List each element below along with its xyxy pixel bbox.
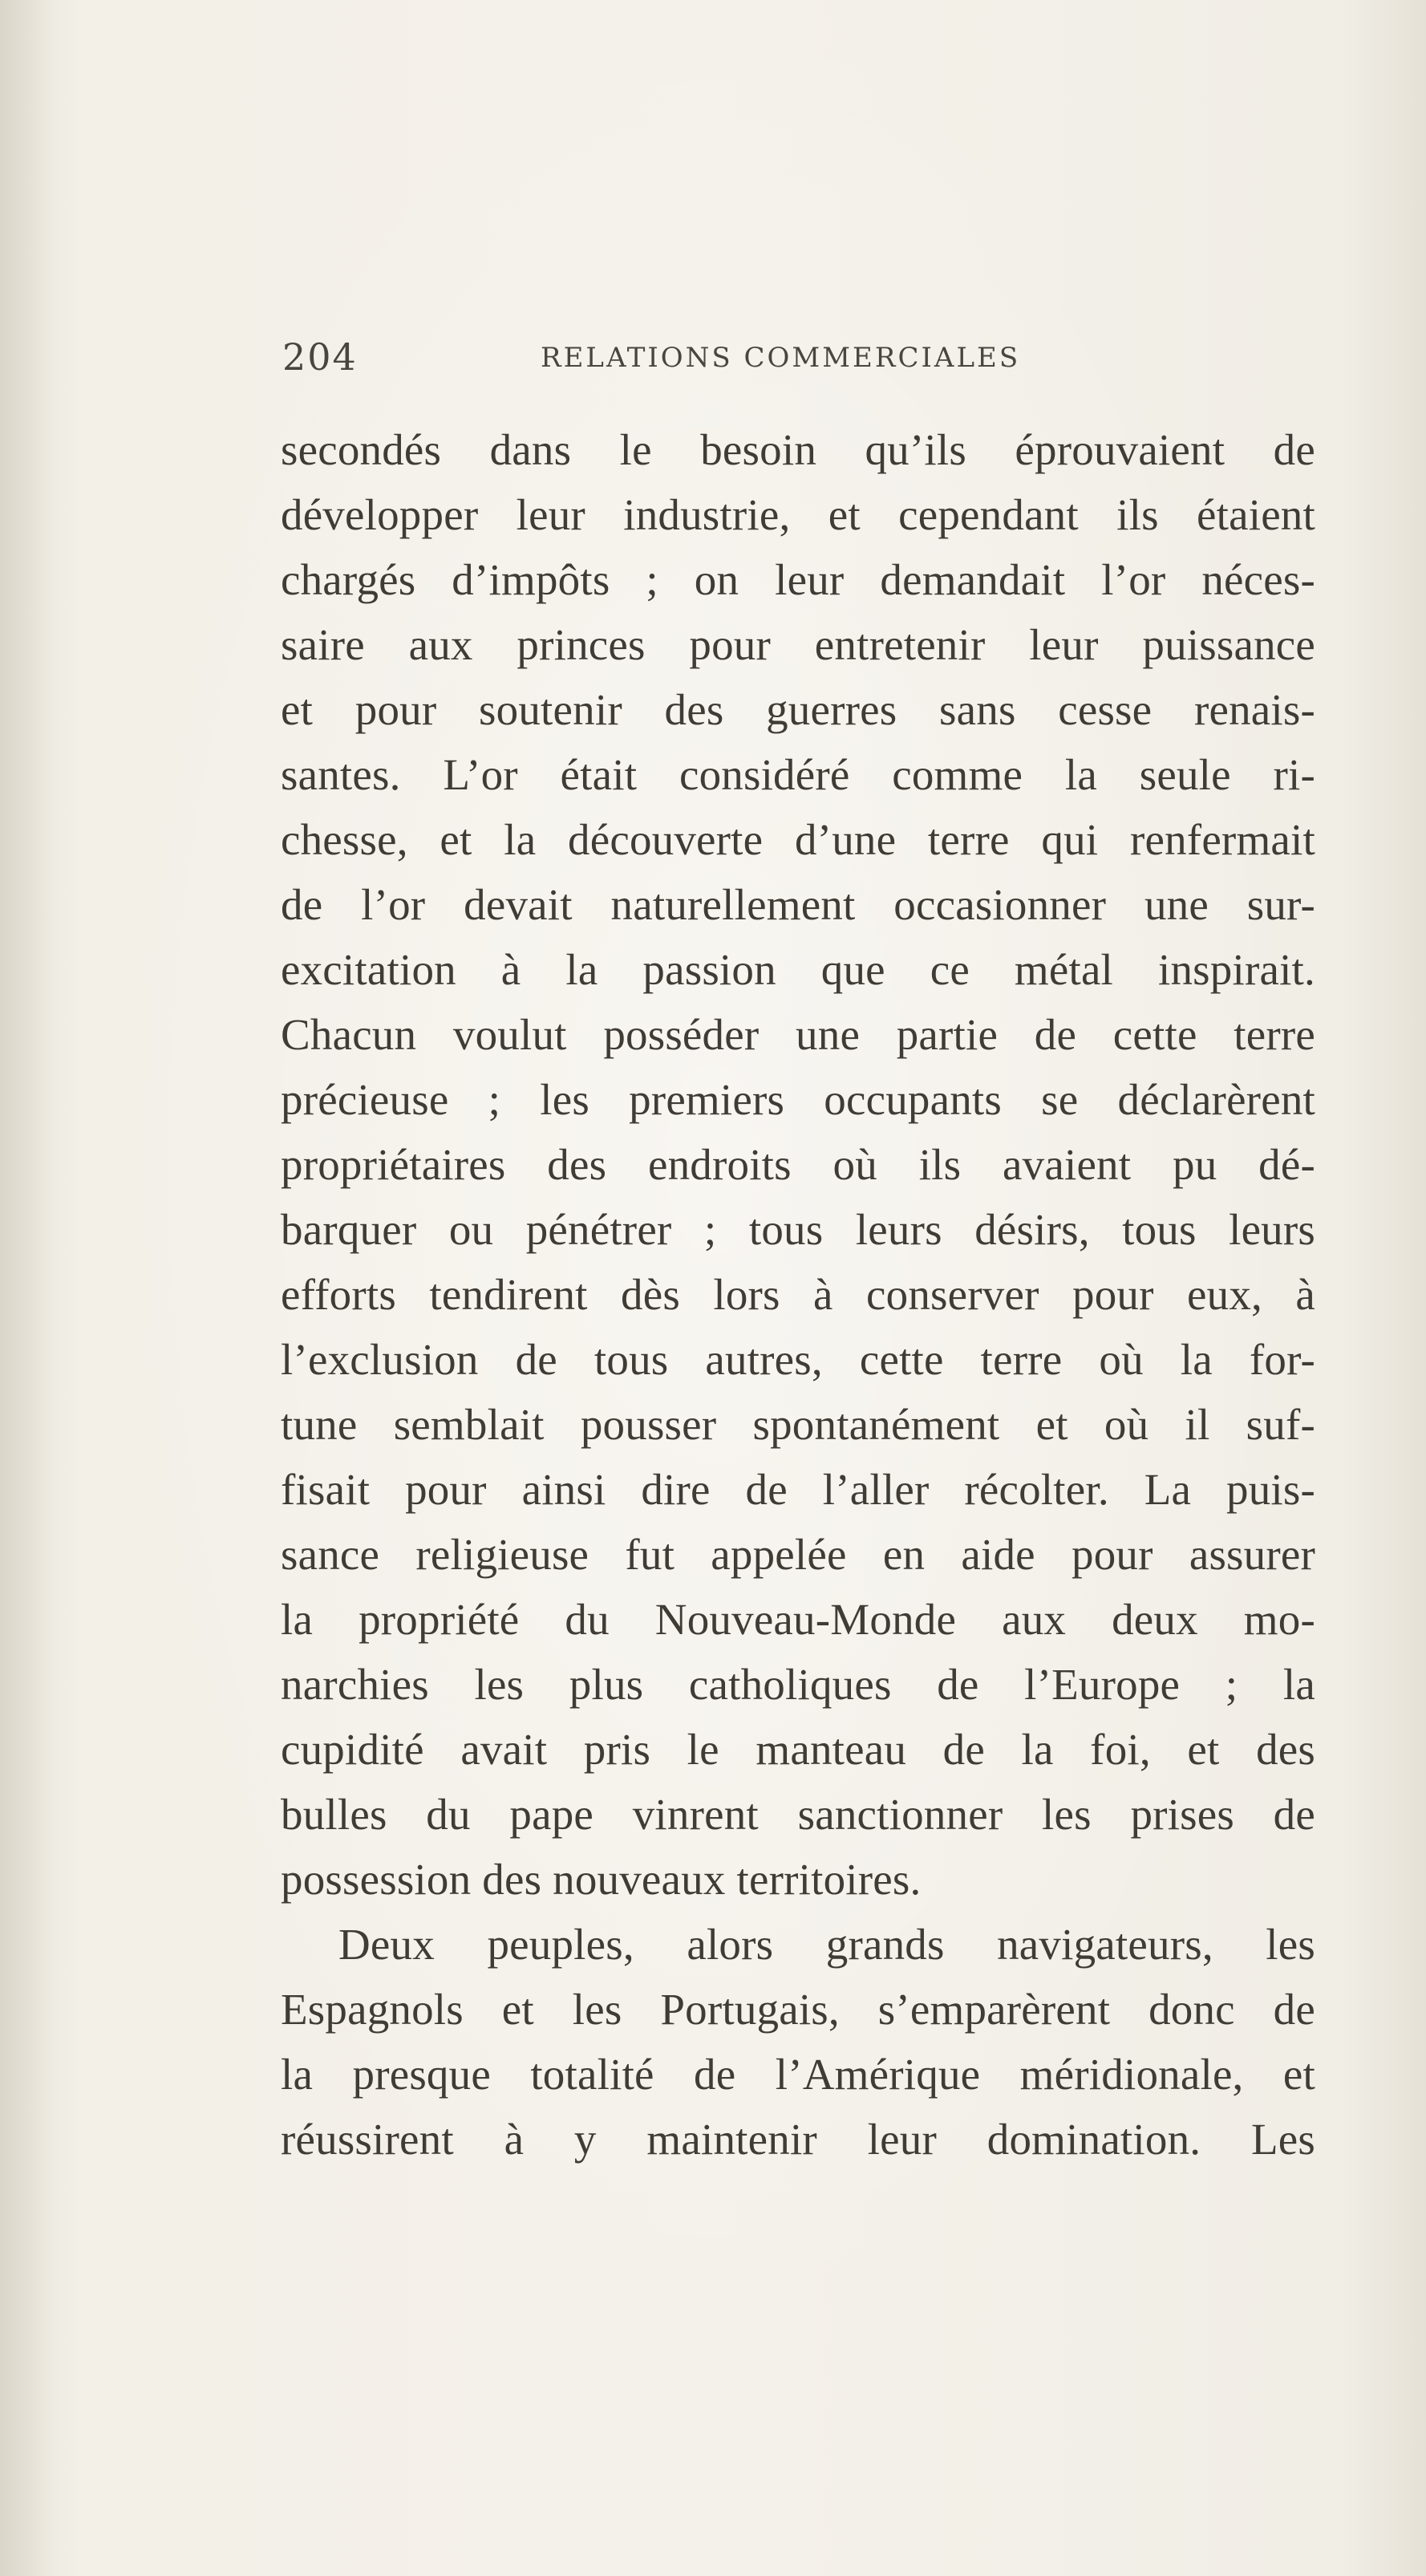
text-line: la presque totalité de l’Amérique méridionale, et bbox=[281, 2050, 1315, 2099]
text-line: Chacun voulut posséder une partie de cette terre bbox=[281, 1010, 1315, 1059]
text-line: l’exclusion de tous autres, cette terre où la for- bbox=[281, 1335, 1315, 1384]
text-line: de l’or devait naturellement occasionner une sur- bbox=[281, 880, 1315, 929]
text-line: bulles du pape vinrent sanctionner les prises de bbox=[281, 1790, 1315, 1839]
running-title: RELATIONS COMMERCIALES bbox=[541, 342, 1021, 374]
text-line: Deux peuples, alors grands navigateurs, les bbox=[338, 1920, 1315, 1969]
text-line: et pour soutenir des guerres sans cesse renais- bbox=[281, 685, 1315, 734]
text-line: Espagnols et les Portugais, s’emparèrent donc de bbox=[281, 1985, 1315, 2034]
text-line: santes. L’or était considéré comme la seule ri- bbox=[281, 750, 1315, 799]
text-line: développer leur industrie, et cependant ils étaient bbox=[281, 490, 1315, 539]
body-text bbox=[281, 417, 1315, 2172]
text-line: la propriété du Nouveau-Monde aux deux mo- bbox=[281, 1595, 1315, 1644]
text-line: réussirent à y maintenir leur domination. Les bbox=[281, 2115, 1315, 2164]
page-number: 204 bbox=[282, 335, 358, 379]
text-line: barquer ou pénétrer ; tous leurs désirs, tous leurs bbox=[281, 1205, 1315, 1254]
text-line: possession des nouveaux territoires. bbox=[281, 1855, 922, 1904]
text-line: sance religieuse fut appelée en aide pour assurer bbox=[281, 1530, 1315, 1579]
text-line: précieuse ; les premiers occupants se déclarèrent bbox=[281, 1075, 1315, 1124]
page-fold-shadow bbox=[0, 0, 56, 2576]
text-line: propriétaires des endroits où ils avaient pu dé- bbox=[281, 1140, 1315, 1189]
text-line: efforts tendirent dès lors à conserver pour eux, à bbox=[281, 1270, 1315, 1319]
text-line: fisait pour ainsi dire de l’aller récolter. La puis- bbox=[281, 1465, 1315, 1514]
text-line: chesse, et la découverte d’une terre qui renfermait bbox=[281, 815, 1315, 864]
text-line: saire aux princes pour entretenir leur puissance bbox=[281, 620, 1315, 669]
running-head bbox=[282, 335, 1309, 383]
text-line: narchies les plus catholiques de l’Europe ; la bbox=[281, 1660, 1315, 1709]
text-line: excitation à la passion que ce métal inspirait. bbox=[281, 945, 1315, 994]
text-line: tune semblait pousser spontanément et où il suf- bbox=[281, 1400, 1315, 1449]
text-line: chargés d’impôts ; on leur demandait l’or néces- bbox=[281, 555, 1315, 604]
text-line: secondés dans le besoin qu’ils éprouvaient de bbox=[281, 425, 1315, 474]
text-line: cupidité avait pris le manteau de la foi, et des bbox=[281, 1725, 1315, 1774]
